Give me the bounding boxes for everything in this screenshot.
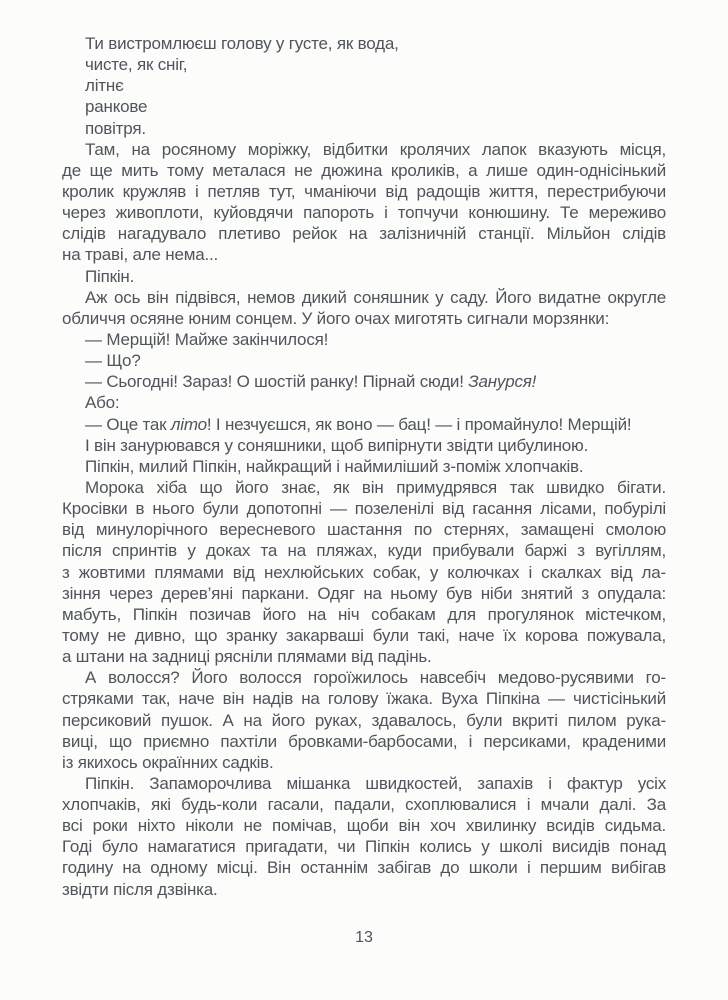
text-segment: Аж ось він підвівся, немов дикий соняшник у саду. Його видатне округле: [85, 287, 666, 307]
text-segment: звідти після дзвінка.: [62, 879, 218, 899]
text-line: [62, 498, 666, 519]
text-line: [62, 625, 666, 646]
text-line: [62, 435, 666, 456]
text-line: [62, 392, 666, 413]
text-line: [62, 33, 666, 54]
text-segment: літнє: [85, 76, 124, 96]
paragraph: [62, 287, 666, 329]
text-segment: ранкове: [85, 97, 148, 117]
text-segment: мабуть, Піпкін позичав його на ніч собакам для прогулянок містечком,: [62, 604, 666, 624]
text-segment: — Мерщій! Майже закінчилося!: [85, 329, 329, 349]
text-segment: — Оце так: [85, 414, 171, 434]
italic-text-segment: літо: [170, 414, 207, 434]
text-line: [62, 414, 666, 435]
text-line: [62, 244, 666, 265]
text-line: [62, 540, 666, 561]
text-segment: після спринтів у доках та на пляжах, куди прибували баржі з вугіллям,: [62, 541, 666, 561]
text-line: [62, 731, 666, 752]
text-line: [62, 139, 666, 160]
text-segment: Піпкін.: [85, 266, 135, 286]
text-segment: Там, на росяному моріжку, відбитки кролячих лапок вказують місця,: [85, 139, 666, 159]
paragraph: [62, 414, 666, 435]
text-line: [62, 477, 666, 498]
text-segment: через живоплоти, куйовдячи папороть і топчучи конюшину. Те мереживо: [62, 203, 666, 223]
paragraph: [62, 118, 666, 139]
text-line: [62, 202, 666, 223]
text-line: [62, 667, 666, 688]
text-line: [62, 266, 666, 287]
paragraph: [62, 435, 666, 456]
paragraph: [62, 54, 666, 75]
text-segment: із якихось окраїнних садків.: [62, 752, 274, 772]
text-segment: а штани на задниці рясніли плямами від падінь.: [62, 647, 432, 667]
text-segment: всі роки ніхто ніколи не помічав, щоби він хоч хвилинку всидів сидьма.: [62, 816, 666, 836]
text-segment: чисте, як сніг,: [85, 55, 188, 75]
text-segment: Годі було намагатися пригадати, чи Піпкін колись у школі висидів понад: [62, 837, 666, 857]
text-segment: з жовтими плямами від нехлюйських собак, у колючках і скалках від ла-: [62, 562, 666, 582]
paragraph: [62, 350, 666, 371]
text-segment: повітря.: [85, 118, 146, 138]
text-segment: Або:: [85, 393, 120, 413]
text-line: [62, 794, 666, 815]
text-segment: кролик кружляв і петляв тут, чманіючи від радощів життя, перестрибуючи: [62, 181, 666, 201]
paragraph: [62, 773, 666, 900]
text-line: [62, 646, 666, 667]
text-line: [62, 181, 666, 202]
text-line: [62, 329, 666, 350]
text-segment: І він занурювався у соняшники, щоб випірнути звідти цибулиною.: [85, 435, 589, 455]
paragraph: [62, 329, 666, 350]
text-line: [62, 308, 666, 329]
paragraph: [62, 96, 666, 117]
text-segment: Піпкін, милий Піпкін, найкращий і наймиліший з-поміж хлопчаків.: [85, 456, 584, 476]
text-line: [62, 604, 666, 625]
text-segment: персиковий пушок. А на його руках, здавалось, були вкриті пилом рука-: [62, 710, 666, 730]
paragraph: [62, 266, 666, 287]
text-line: [62, 857, 666, 878]
text-segment: на траві, але нема...: [62, 245, 219, 265]
text-line: [62, 54, 666, 75]
text-line: [62, 688, 666, 709]
text-segment: від минулорічного вересневого шастання по стернях, замащені смолою: [62, 520, 666, 540]
text-segment: виці, що приємно пахтіли бровками-барбосами, і персиками, краденими: [62, 731, 666, 751]
text-line: [62, 223, 666, 244]
text-segment: обличчя осяяне юним сонцем. У його очах миготять сигнали морзянки:: [62, 308, 610, 328]
text-line: [62, 75, 666, 96]
text-segment: де ще мить тому металася не дюжина кроликів, а лише один-однісінький: [62, 160, 666, 180]
text-line: [62, 118, 666, 139]
text-segment: годину на одному місці. Він останнім забігав до школи і першим вибігав: [62, 858, 666, 878]
text-line: [62, 836, 666, 857]
italic-text-segment: Занурся!: [468, 372, 537, 392]
page-text: [62, 33, 666, 900]
text-segment: А волосся? Його волосся гороїжилось навсебіч медово-русявими го-: [85, 668, 666, 688]
text-segment: зіння через дерев’яні паркани. Одяг на ньому був ніби знятий з опудала:: [62, 583, 666, 603]
paragraph: [62, 392, 666, 413]
paragraph: [62, 371, 666, 392]
text-line: [62, 583, 666, 604]
text-line: [62, 773, 666, 794]
paragraph: [62, 139, 666, 266]
text-segment: Піпкін. Запаморочлива мішанка швидкостей, запахів і фактур усіх: [85, 773, 666, 793]
paragraph: [62, 75, 666, 96]
text-line: [62, 456, 666, 477]
text-line: [62, 350, 666, 371]
text-segment: Морока хіба що його знає, як він примудрявся так швидко бігати.: [85, 477, 666, 497]
text-line: [62, 160, 666, 181]
text-line: [62, 879, 666, 900]
text-segment: тому не дивно, що зранку закарваші були такі, наче їх корова пожувала,: [62, 625, 666, 645]
paragraph: [62, 456, 666, 477]
text-line: [62, 287, 666, 308]
page-number: 13: [355, 928, 373, 946]
text-segment: ! І незчуєшся, як воно — бац! — і промайнуло! Мерщій!: [206, 414, 632, 434]
text-line: [62, 710, 666, 731]
text-segment: слідів нагадувало плетиво рейок на залізничній станції. Мільйон слідів: [62, 224, 666, 244]
text-line: [62, 752, 666, 773]
text-line: [62, 371, 666, 392]
text-segment: — Сьогодні! Зараз! О шостій ранку! Пірнай сюди!: [85, 372, 469, 392]
text-line: [62, 562, 666, 583]
text-segment: стряками так, наче він надів на голову їжака. Вуха Піпкіна — чистісінький: [62, 689, 666, 709]
text-segment: Ти вистромлюєш голову у густе, як вода,: [85, 34, 399, 53]
text-segment: Кросівки в нього були допотопні — позеленілі від гасання лісами, побурілі: [62, 499, 666, 519]
text-segment: хлопчаків, які будь-коли гасали, падали, схоплювалися і мчали далі. За: [62, 795, 666, 815]
paragraph: [62, 477, 666, 667]
paragraph: [62, 33, 666, 54]
text-line: [62, 96, 666, 117]
paragraph: [62, 667, 666, 773]
text-segment: — Що?: [85, 351, 141, 371]
text-line: [62, 519, 666, 540]
text-line: [62, 815, 666, 836]
